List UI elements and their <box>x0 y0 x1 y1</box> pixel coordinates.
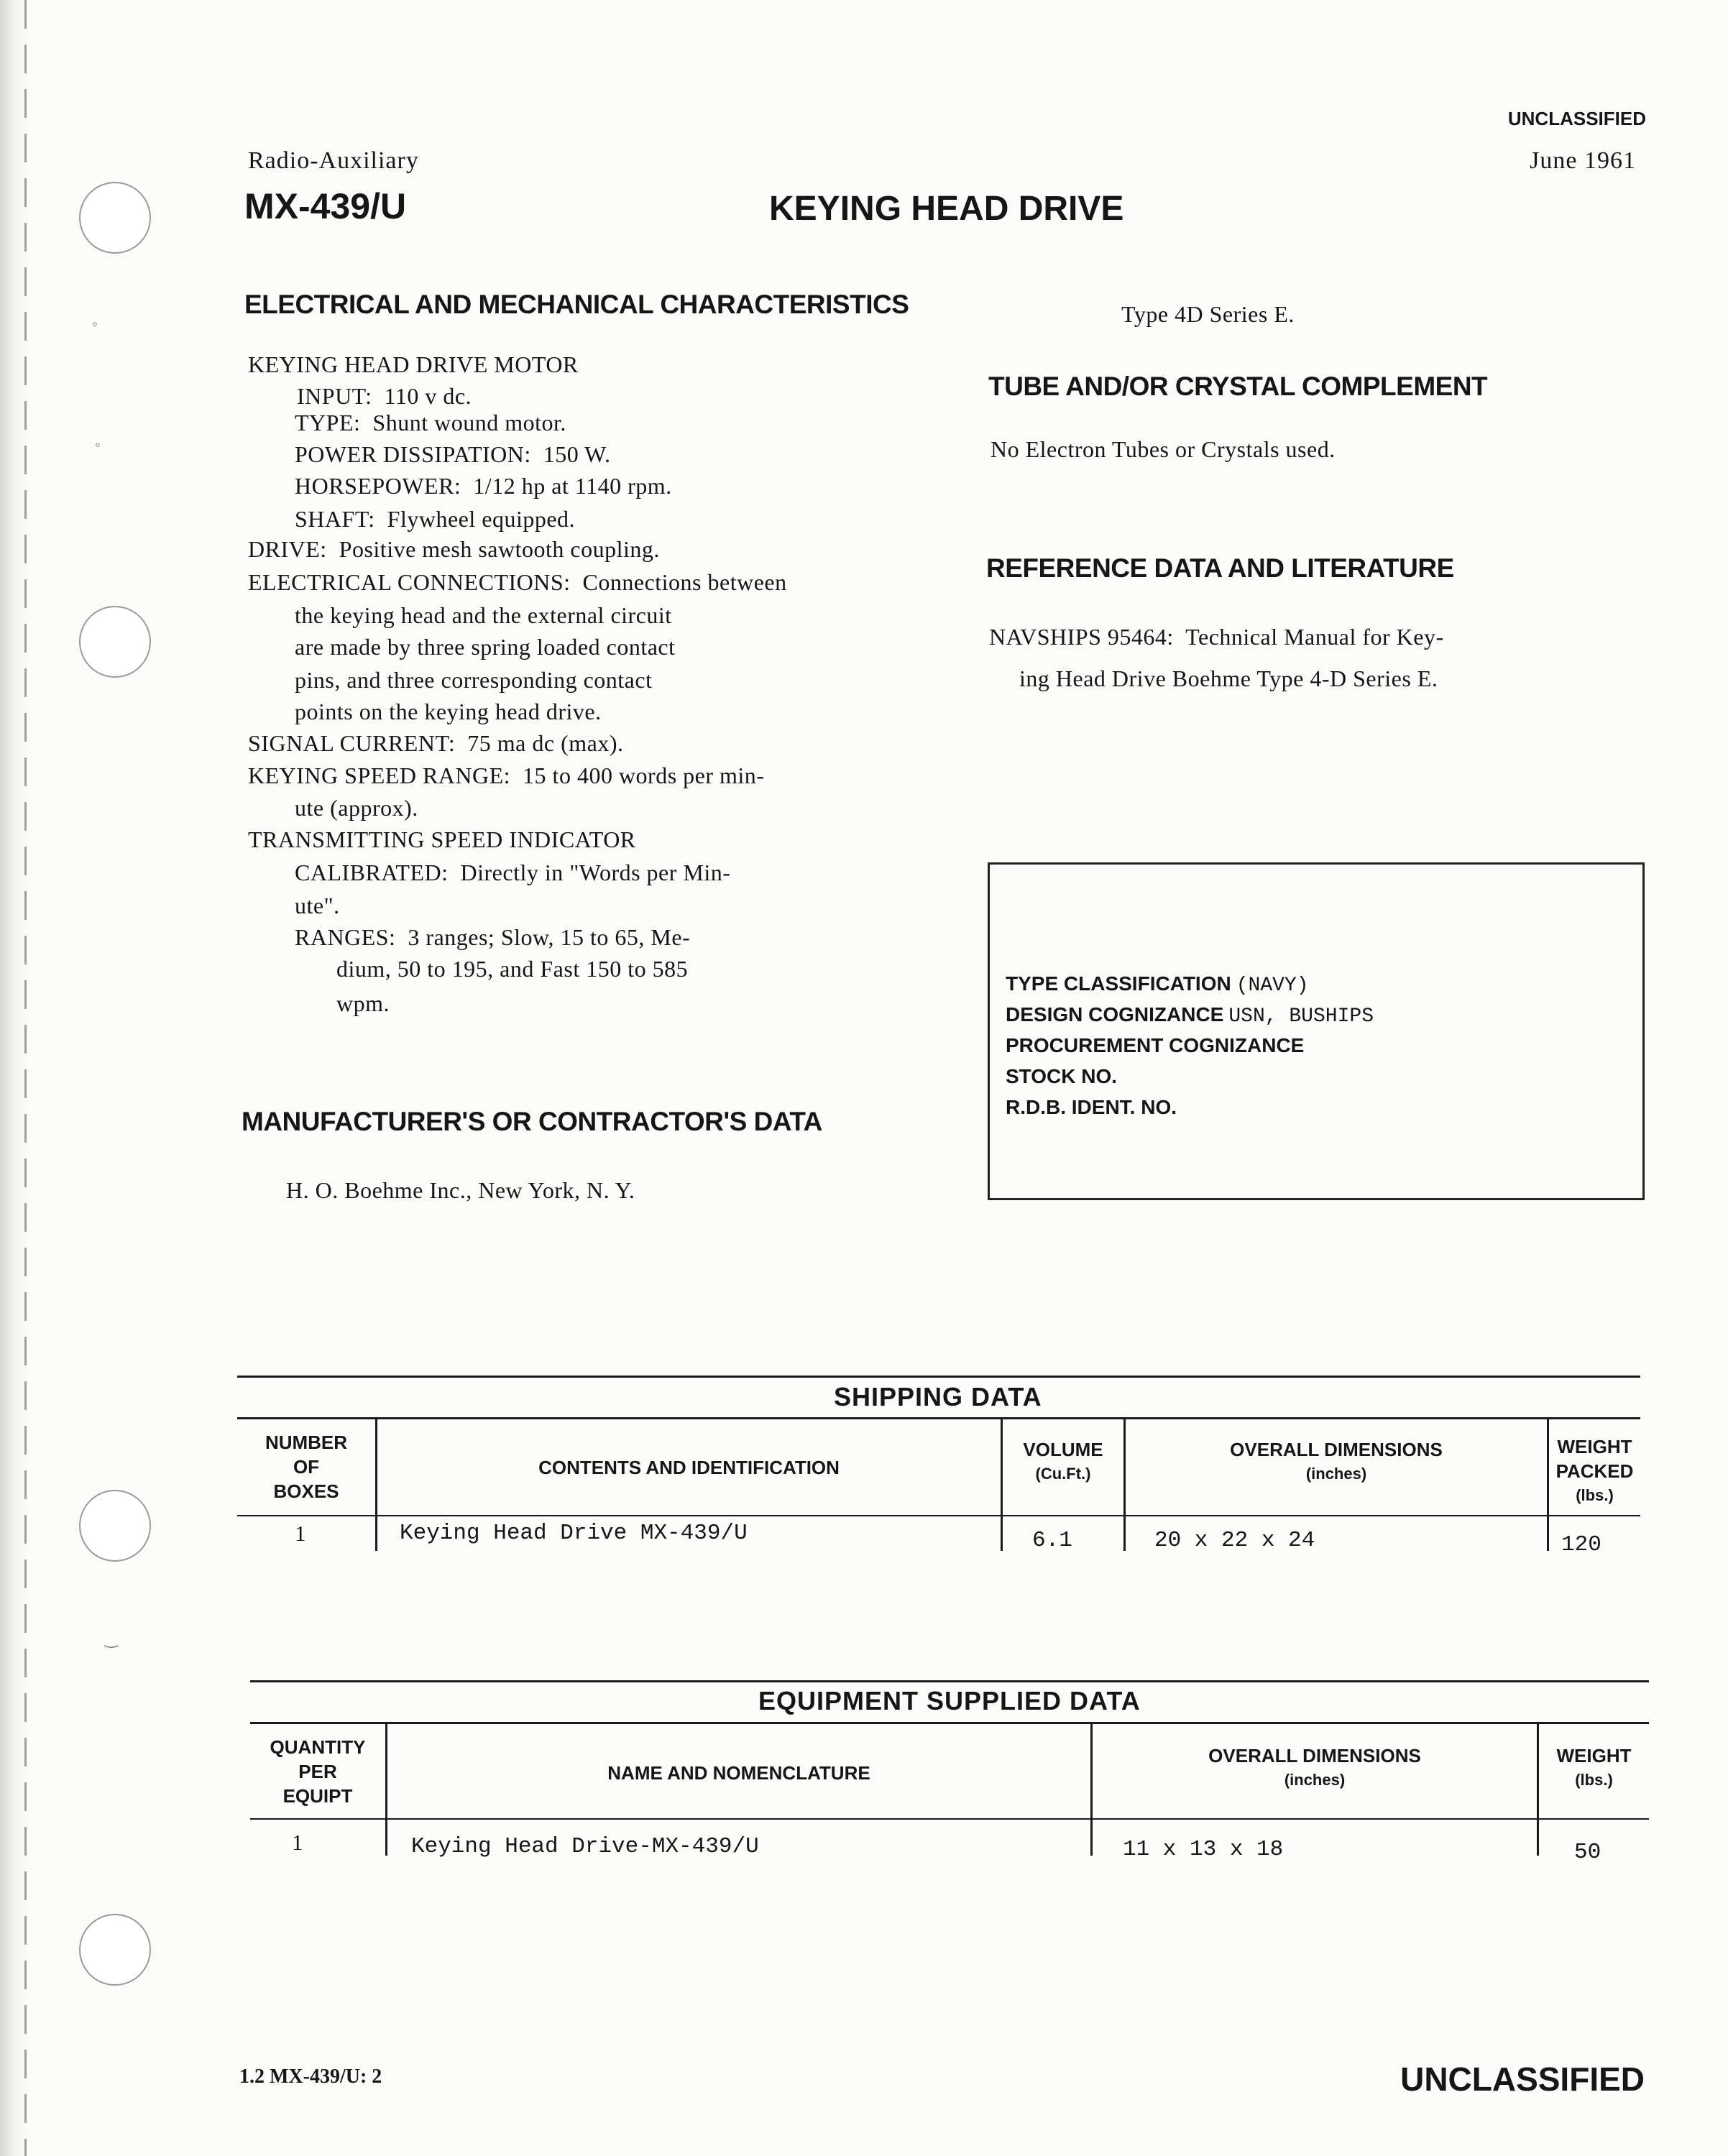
table-rule <box>250 1818 1649 1820</box>
char-line: POWER DISSIPATION: 150 W. <box>295 441 611 467</box>
classification-bottom: UNCLASSIFIED <box>1400 2060 1645 2098</box>
rdb-ident-row <box>1006 1096 1177 1120</box>
header-line: (inches) <box>1284 1771 1346 1789</box>
design-cognizance-label: DESIGN COGNIZANCE <box>1006 1003 1224 1026</box>
char-line: HORSEPOWER: 1/12 hp at 1140 rpm. <box>295 473 672 499</box>
stock-no-row <box>1006 1065 1117 1089</box>
type-classification-value: (NAVY) <box>1236 975 1309 997</box>
model-number: MX-439/U <box>244 186 407 226</box>
table-rule <box>237 1417 1640 1419</box>
page-title: KEYING HEAD DRIVE <box>769 190 1124 228</box>
type-classification-row <box>1006 972 1309 997</box>
col-header-boxes <box>237 1430 375 1503</box>
header-line: (lbs.) <box>1575 1771 1613 1789</box>
header-line: OVERALL DIMENSIONS <box>1208 1745 1421 1766</box>
col-header-weight <box>1539 1743 1649 1792</box>
tube-text: No Electron Tubes or Crystals used. <box>991 436 1336 462</box>
tube-heading: TUBE AND/OR CRYSTAL COMPLEMENT <box>988 372 1488 401</box>
char-line: KEYING HEAD DRIVE MOTOR <box>248 351 579 377</box>
char-line: dium, 50 to 195, and Fast 150 to 585 <box>336 956 689 982</box>
char-line: INPUT: 110 v dc. <box>297 383 472 409</box>
header-line: OF <box>293 1456 320 1478</box>
shipping-title: SHIPPING DATA <box>834 1382 1042 1411</box>
reference-line-2: ing Head Drive Boehme Type 4-D Series E. <box>1019 665 1438 691</box>
page-reference: 1.2 MX-439/U: 2 <box>239 2065 382 2088</box>
col-header-dimensions <box>1093 1743 1537 1792</box>
category-label: Radio-Auxiliary <box>248 147 419 174</box>
header-line: (Cu.Ft.) <box>1035 1465 1091 1483</box>
binder-hole-icon <box>79 606 151 678</box>
char-line: are made by three spring loaded contact <box>295 634 676 660</box>
characteristics-heading: ELECTRICAL AND MECHANICAL CHARACTERISTICS <box>244 290 909 319</box>
char-line: TRANSMITTING SPEED INDICATOR <box>248 826 636 852</box>
cell-dimensions: 20 x 22 x 24 <box>1154 1528 1315 1553</box>
binder-hole-icon <box>79 1490 151 1562</box>
type-classification-label: TYPE CLASSIFICATION <box>1006 972 1231 995</box>
header-line: (lbs.) <box>1576 1486 1614 1504</box>
cell-weight: 50 <box>1574 1840 1601 1865</box>
reference-heading: REFERENCE DATA AND LITERATURE <box>986 553 1454 583</box>
char-line: SHAFT: Flywheel equipped. <box>295 506 576 532</box>
cell-dimensions: 11 x 13 x 18 <box>1123 1837 1284 1862</box>
header-line: WEIGHT <box>1556 1745 1632 1766</box>
design-cognizance-row <box>1006 1003 1374 1028</box>
char-line: pins, and three corresponding contact <box>295 667 653 693</box>
char-line: CALIBRATED: Directly in "Words per Min- <box>295 860 731 885</box>
col-header-volume <box>1003 1437 1123 1486</box>
header-line: NUMBER <box>265 1432 348 1453</box>
cell-weight: 120 <box>1561 1532 1601 1557</box>
manufacturer-text: H. O. Boehme Inc., New York, N. Y. <box>286 1177 635 1203</box>
cell-name: Keying Head Drive-MX-439/U <box>411 1834 759 1859</box>
manufacturer-heading: MANUFACTURER'S OR CONTRACTOR'S DATA <box>242 1107 822 1136</box>
cell-boxes: 1 <box>295 1521 306 1546</box>
char-line: SIGNAL CURRENT: 75 ma dc (max). <box>248 730 624 756</box>
header-line: WEIGHT <box>1557 1436 1632 1457</box>
speck-mark-icon: ‿ <box>105 1630 118 1648</box>
column-divider <box>385 1722 387 1856</box>
speck-mark-icon: ◦ <box>92 315 98 333</box>
page-edge-shadow <box>0 0 26 2156</box>
header-line: EQUIPT <box>282 1785 353 1807</box>
char-line: wpm. <box>336 990 390 1016</box>
col-header-name: NAME AND NOMENCLATURE <box>607 1762 870 1784</box>
char-line: KEYING SPEED RANGE: 15 to 400 words per min- <box>248 763 765 788</box>
header-line: QUANTITY <box>270 1736 366 1758</box>
cell-quantity: 1 <box>292 1830 303 1855</box>
table-rule <box>237 1515 1640 1516</box>
issue-date: June 1961 <box>1530 147 1636 174</box>
table-rule <box>250 1722 1649 1724</box>
char-line: ute (approx). <box>295 795 418 821</box>
char-line: RANGES: 3 ranges; Slow, 15 to 65, Me- <box>295 924 691 950</box>
header-line: BOXES <box>273 1480 339 1502</box>
column-divider <box>375 1417 377 1551</box>
binder-hole-icon <box>79 182 151 254</box>
char-line: TYPE: Shunt wound motor. <box>295 410 566 436</box>
equipment-title: EQUIPMENT SUPPLIED DATA <box>758 1686 1141 1715</box>
col-header-contents: CONTENTS AND IDENTIFICATION <box>538 1457 840 1478</box>
reference-line-1: NAVSHIPS 95464: Technical Manual for Key- <box>989 624 1444 650</box>
cell-volume: 6.1 <box>1032 1528 1072 1553</box>
rdb-ident-label: R.D.B. IDENT. NO. <box>1006 1096 1177 1118</box>
classification-top: UNCLASSIFIED <box>1507 108 1646 129</box>
header-line: PACKED <box>1555 1460 1634 1482</box>
header-line: OVERALL DIMENSIONS <box>1230 1439 1443 1460</box>
page-edge-line <box>24 0 27 2156</box>
char-line: DRIVE: Positive mesh sawtooth coupling. <box>248 536 660 562</box>
char-line: ute". <box>295 893 340 918</box>
char-line: ELECTRICAL CONNECTIONS: Connections between <box>248 569 787 595</box>
table-rule <box>250 1680 1649 1682</box>
procurement-cognizance-label: PROCUREMENT COGNIZANCE <box>1006 1034 1305 1056</box>
char-line: points on the keying head drive. <box>295 699 602 724</box>
header-line: (inches) <box>1305 1465 1367 1483</box>
col-header-weight <box>1549 1434 1640 1508</box>
speck-mark-icon: ◦ <box>95 436 101 453</box>
design-cognizance-value: USN, BUSHIPS <box>1228 1005 1374 1028</box>
col-header-quantity <box>250 1735 385 1808</box>
table-rule <box>237 1376 1640 1378</box>
stock-no-label: STOCK NO. <box>1006 1065 1118 1087</box>
procurement-cognizance-row <box>1006 1034 1304 1058</box>
cell-contents: Keying Head Drive MX-439/U <box>400 1521 748 1546</box>
header-line: VOLUME <box>1023 1439 1103 1460</box>
binder-hole-icon <box>79 1914 151 1986</box>
header-line: PER <box>298 1761 337 1782</box>
col-header-dimensions <box>1126 1437 1547 1486</box>
type-line: Type 4D Series E. <box>1121 301 1295 327</box>
classification-box <box>988 862 1645 1200</box>
char-line: the keying head and the external circuit <box>295 602 672 628</box>
